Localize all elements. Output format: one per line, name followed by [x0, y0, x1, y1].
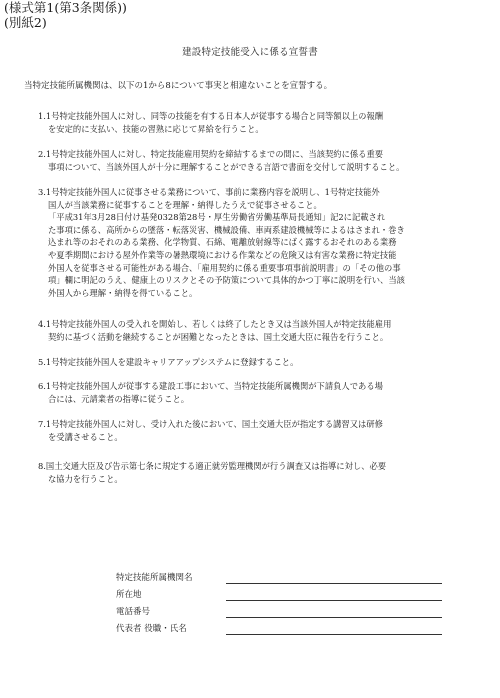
signature-row-organization: [116, 570, 436, 587]
item-line: 3.1号特定技能外国人に従事させる業務について、事前に業務内容を説明し、1号特定技能外: [38, 187, 380, 197]
item-line: 「平成31年3月28日付け基発0328第28号・厚生労働省労働基準局長通知」記2に記載され: [48, 212, 386, 223]
pledge-item-4: [38, 318, 478, 343]
signature-label: 代表者 役職・氏名: [116, 624, 187, 634]
address-field[interactable]: [226, 600, 442, 601]
intro-paragraph: 当特定技能所属機関は、以下の1から8について事実と相違ないことを宣誓する。: [24, 81, 333, 91]
signature-row-address: [116, 587, 436, 604]
representative-name-field[interactable]: [226, 634, 442, 635]
signature-label: 特定技能所属機関名: [116, 573, 193, 583]
item-line: な協力を行うこと。: [48, 473, 123, 484]
item-line: や夏季期間における屋外作業等の暑熱環境における作業などの危険又は有害な業務に特定技能: [48, 249, 397, 260]
item-line: 5.1号特定技能外国人を建設キャリアアップシステムに登録すること。: [38, 357, 299, 367]
item-line: 2.1号特定技能外国人に対し、特定技能雇用契約を締結するまでの間に、当該契約に係る重要: [38, 149, 384, 159]
document-title: 建設特定技能受入に係る宣誓書: [182, 47, 318, 58]
item-line: 外国人を従事させる可能性がある場合、「雇用契約に係る重要事項事前説明書」の「その他の事: [48, 262, 401, 273]
item-line: 外国人から理解・納得を得ていること。: [48, 287, 198, 298]
signature-label: 電話番号: [116, 607, 151, 617]
pledge-item-1: [38, 110, 478, 135]
item-line: 事項について、当該外国人が十分に理解することができる言語で書面を交付して説明すること。: [48, 161, 405, 172]
item-line: 契約に基づく活動を継続することが困難となったときは、国土交通大臣に報告を行うこと。: [48, 331, 389, 342]
item-line: を安定的に支払い、技能の習熟に応じて昇給を行うこと。: [48, 123, 264, 134]
item-line: 4.1号特定技能外国人の受入れを開始し、若しくは終了したとき又は当該外国人が特定技能雇用: [38, 319, 392, 329]
item-line: 国人が当該業務に従事することを理解・納得したうえで従事させること。: [48, 199, 322, 210]
pledge-item-3: [38, 186, 478, 299]
pledge-item-8: [38, 460, 478, 485]
form-label: (様式第1(第3条関係)): [4, 0, 127, 15]
item-line: 項」欄に明記のうえ、健康上のリスクとその予防策について具体的かつ丁寧に説明を行い、当該: [48, 275, 405, 286]
item-line: 込まれ等のおそれのある業務、化学物質、石綿、電離放射線等にばく露するおそれのある業務: [48, 237, 397, 248]
signature-row-phone: [116, 604, 436, 621]
pledge-item-6: [38, 380, 478, 405]
item-line: 合には、元請業者の指導に従うこと。: [48, 393, 190, 404]
item-line: 1.1号特定技能外国人に対し、同等の技能を有する日本人が従事する場合と同等額以上の報酬: [38, 111, 384, 121]
pledge-item-5: [38, 356, 478, 369]
attachment-label: (別紙2): [4, 15, 47, 30]
pledge-item-7: [38, 418, 478, 443]
item-line: 8.国土交通大臣及び告示第七条に規定する適正就労監理機関が行う調査又は指導に対し、必要: [38, 461, 387, 471]
organization-name-field[interactable]: [226, 583, 442, 584]
item-line: た事項に係る、高所からの墜落・転落災害、機械設備、車両系建設機械等によるはさまれ・巻き: [48, 224, 405, 235]
phone-number-field[interactable]: [226, 617, 442, 618]
pledge-item-2: [38, 148, 478, 173]
signature-row-representative: [116, 621, 436, 638]
item-line: 6.1号特定技能外国人が従事する建設工事において、当特定技能所属機関が下請負人である場: [38, 381, 383, 391]
signature-block: [116, 570, 436, 638]
item-line: を受講させること。: [48, 431, 123, 442]
signature-label: 所在地: [116, 590, 142, 600]
item-line: 7.1号特定技能外国人に対し、受け入れた後において、国土交通大臣が指定する講習又は研修: [38, 419, 383, 429]
